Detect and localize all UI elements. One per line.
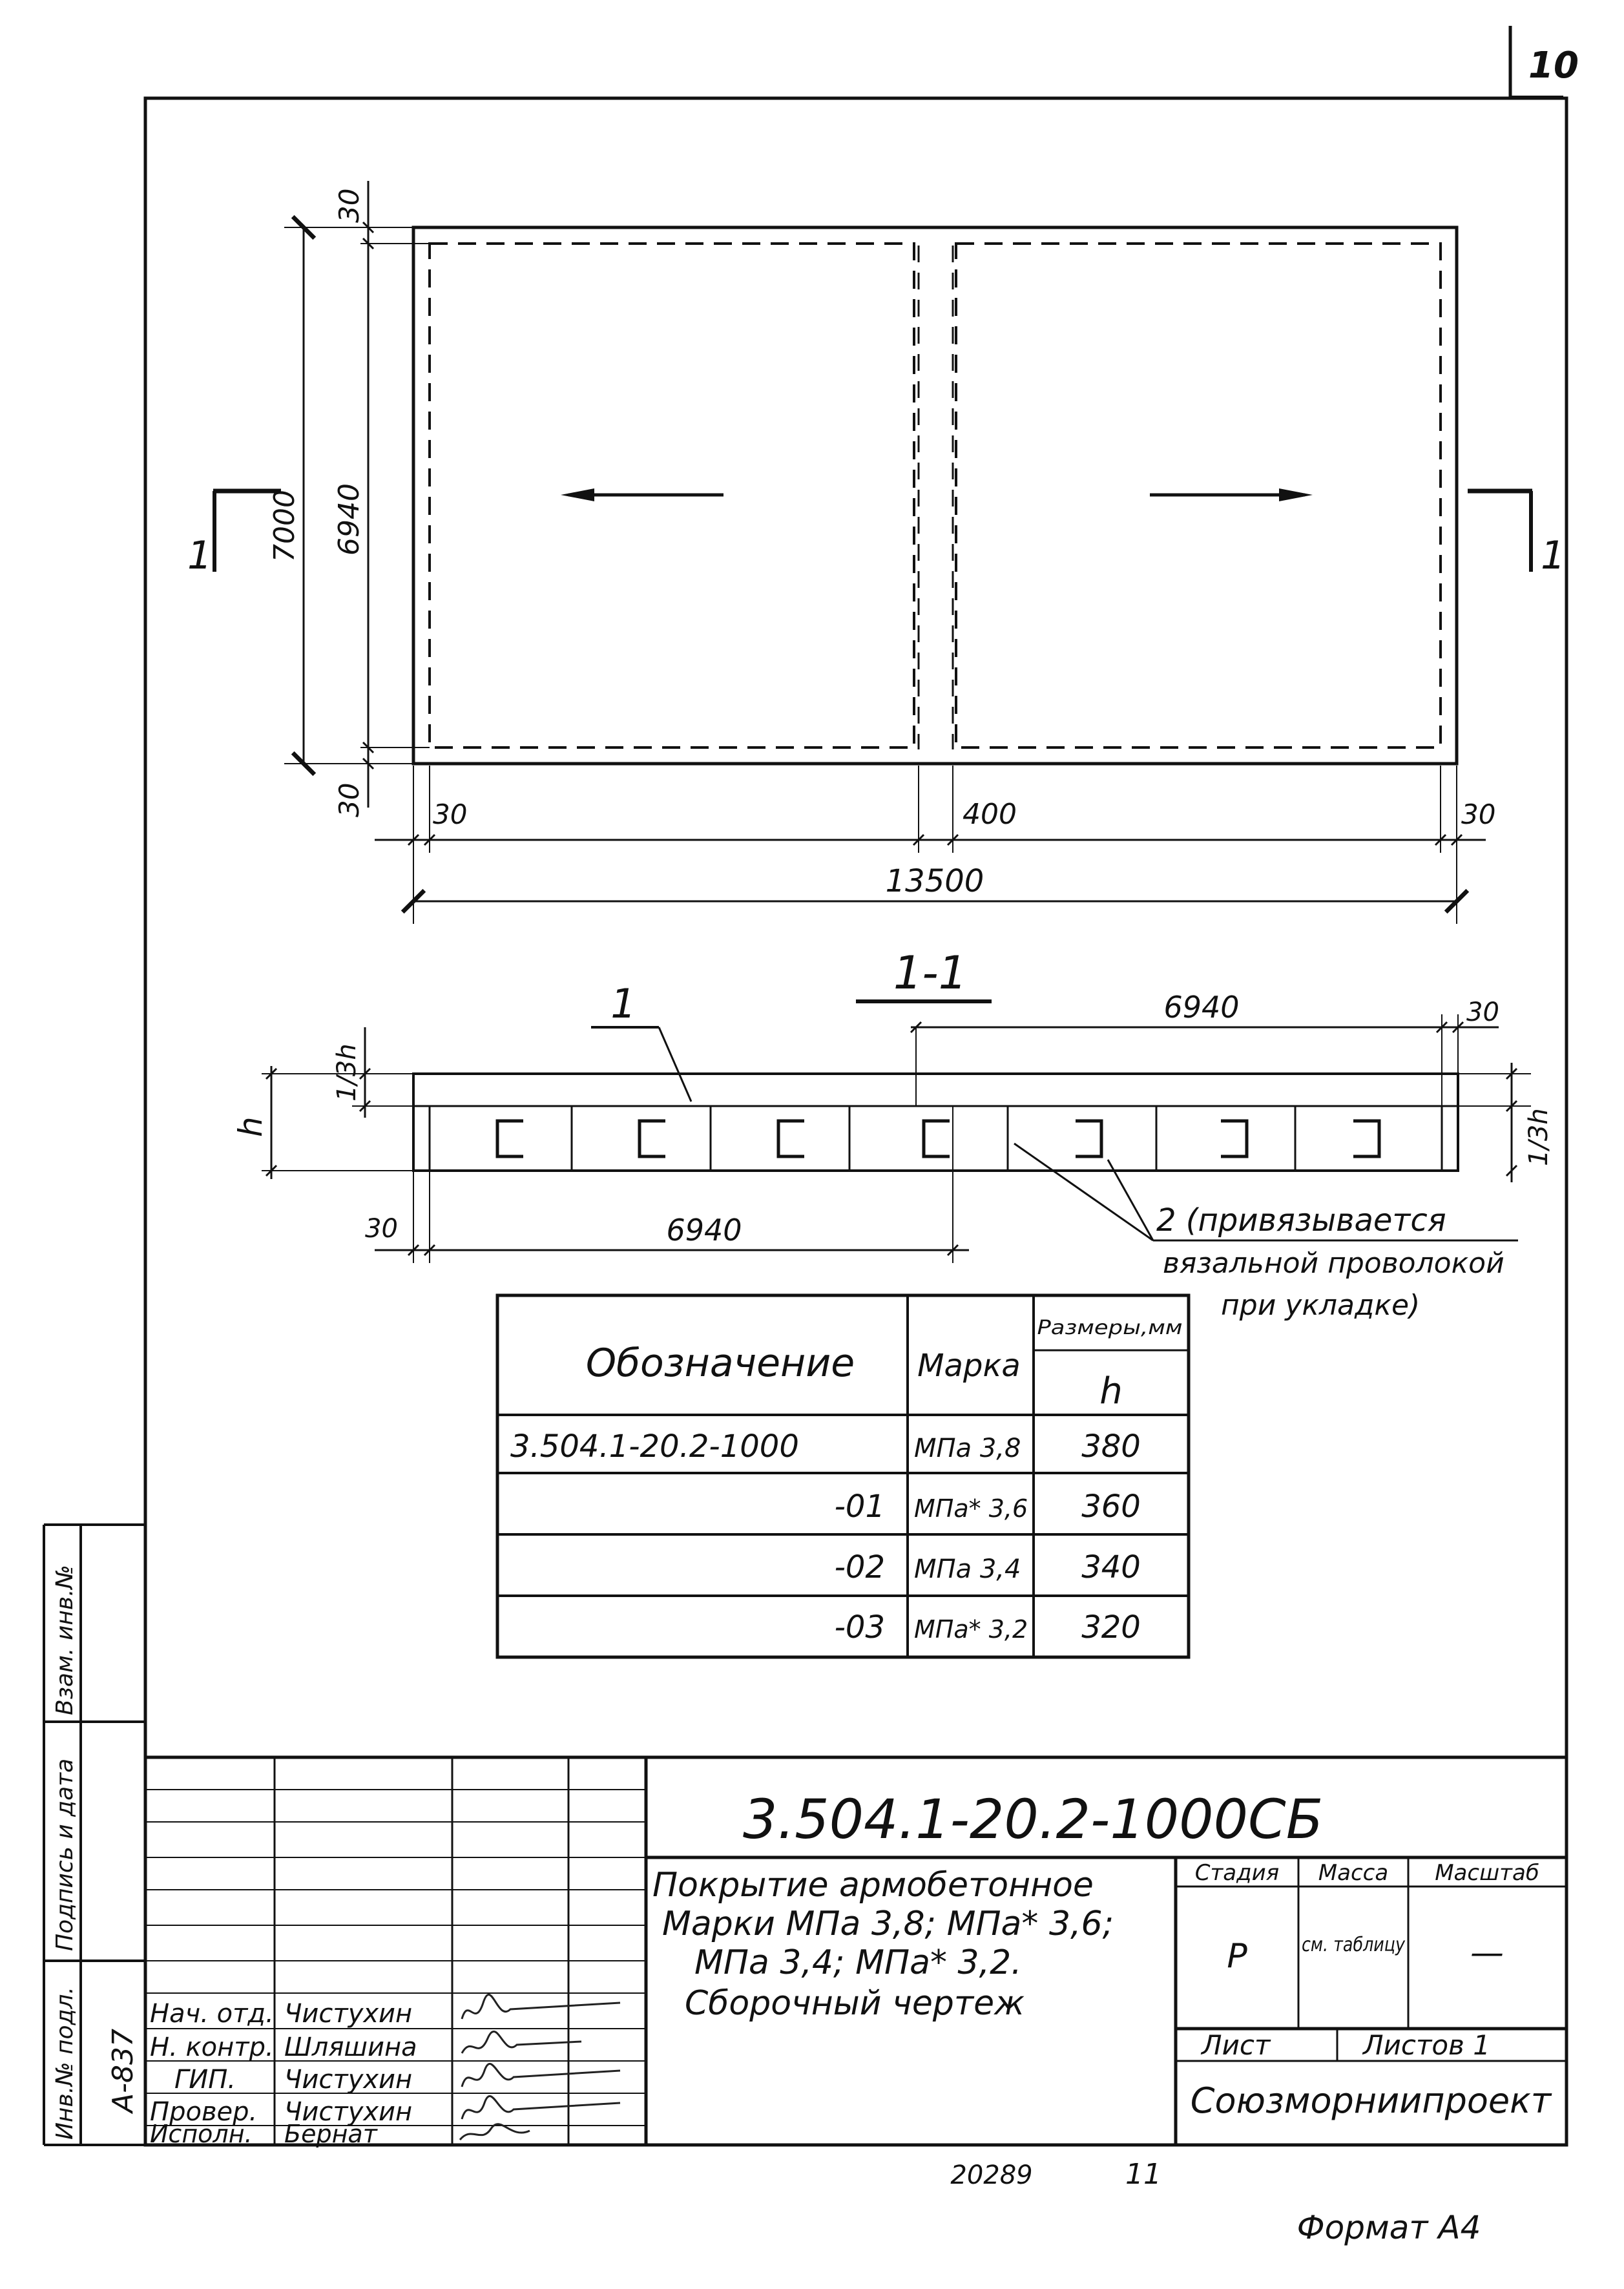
side-stamp-sign-date: Подпись и дата: [52, 1758, 78, 1951]
dim-right-offset: 30: [1461, 799, 1496, 830]
role-name: Чистухин: [284, 2097, 413, 2127]
table-header-sizes: Размеры,мм: [1037, 1317, 1183, 1339]
table-cell-designation: 3.504.1-20.2-1000: [510, 1428, 799, 1465]
table-cell-designation: -02: [834, 1549, 885, 1585]
dim-top-offset: 30: [333, 188, 365, 223]
title-block: [145, 1757, 1567, 2148]
dim-total-length: 13500: [885, 863, 984, 899]
dim-inner-height: 6940: [333, 483, 366, 556]
table-cell-designation: -01: [834, 1489, 885, 1525]
section-dim-top-right: 30: [1466, 998, 1499, 1027]
document-name-line3: МПа 3,4; МПа* 3,2.: [694, 1943, 1022, 1982]
role-label: Нач. отд.: [150, 1999, 274, 2029]
side-stamp-inv-value: А-837: [107, 2029, 140, 2113]
organization-name: Союзморниипроект: [1190, 2080, 1552, 2121]
table-cell-designation: -03: [834, 1609, 885, 1646]
section-dim-third-left: 1/3h: [332, 1043, 362, 1102]
role-label: ГИП.: [174, 2065, 236, 2095]
footer-copy: 11: [1125, 2158, 1161, 2191]
role-label: Н. контр.: [150, 2033, 274, 2062]
role-label: Провер.: [150, 2097, 258, 2127]
document-name-line4: Сборочный чертеж: [685, 1984, 1025, 2023]
table-cell-mark: МПа 3,8: [914, 1434, 1021, 1463]
footer-number: 20289: [950, 2160, 1033, 2190]
section-title: 1-1: [893, 946, 968, 999]
table-cell-h: 320: [1081, 1609, 1141, 1646]
stage-label: Стадия: [1194, 1860, 1280, 1886]
table-header-mark: Марка: [917, 1348, 1021, 1384]
section-view: [232, 946, 1554, 1322]
table-cell-mark: МПа* 3,6: [914, 1494, 1028, 1523]
section-marker-right-label: 1: [1541, 533, 1566, 578]
callout-1: 1: [610, 980, 636, 1027]
arrow-right-icon: [1150, 488, 1313, 501]
signature-scribble: [460, 1994, 620, 2140]
side-stamp: [44, 1525, 145, 2145]
role-row: [150, 2033, 417, 2062]
section-dim-bottom-left: 30: [365, 1214, 398, 1244]
table-row: [835, 1549, 1141, 1585]
document-name-line1: Покрытие армобетонное: [652, 1866, 1094, 1905]
role-label: Исполн.: [150, 2120, 253, 2148]
table-cell-h: 340: [1081, 1549, 1141, 1585]
side-stamp-inv-orig: Инв.№ подл.: [52, 1987, 78, 2140]
document-code: 3.504.1-20.2-1000СБ: [743, 1788, 1324, 1851]
role-row: [174, 2065, 412, 2095]
table-cell-mark: МПа 3,4: [914, 1554, 1021, 1584]
dim-left-offset: 30: [433, 799, 468, 830]
callout-2-line2: вязальной проволокой: [1163, 1247, 1504, 1280]
section-dim-h-left: h: [232, 1116, 269, 1137]
side-stamp-inv-vzam: Взам. инв.№: [52, 1565, 78, 1715]
table-cell-h: 380: [1081, 1428, 1141, 1465]
footer-format: Формат А4: [1296, 2209, 1481, 2246]
sheet-label: Лист: [1202, 2029, 1271, 2061]
section-marker-left-label: 1: [187, 533, 213, 578]
table-header-designation: Обозначение: [585, 1341, 855, 1386]
dim-total-height: 7000: [268, 490, 301, 562]
section-dim-top-length: 6940: [1163, 990, 1240, 1025]
page-number-text: 10: [1528, 45, 1579, 87]
stage-value: Р: [1227, 1937, 1247, 1976]
table-cell-mark: МПа* 3,2: [914, 1615, 1028, 1644]
bracket-icon: [497, 1121, 1379, 1156]
mass-value: см. таблицу: [1302, 1934, 1406, 1956]
role-name: Шляшина: [284, 2033, 417, 2062]
arrow-left-icon: [561, 488, 724, 501]
sheets-label: Листов 1: [1363, 2029, 1490, 2061]
table-row: [835, 1609, 1141, 1646]
role-row: [150, 1999, 412, 2029]
scale-value: —: [1470, 1934, 1504, 1972]
section-dim-bottom-length: 6940: [666, 1213, 742, 1248]
role-name: Чистухин: [284, 1999, 413, 2029]
table-header-h: h: [1099, 1370, 1123, 1412]
marks-table: [497, 1295, 1189, 1657]
section-marker-left: [187, 491, 281, 578]
callout-2-line3: при укладке): [1221, 1289, 1421, 1322]
section-dim-third-right: 1/3h: [1524, 1108, 1554, 1166]
role-name: Бернат: [284, 2120, 377, 2148]
mass-label: Масса: [1318, 1860, 1389, 1886]
callout-2: 2 (привязывается: [1156, 1202, 1446, 1239]
dim-gap: 400: [963, 798, 1017, 831]
document-name-line2: Марки МПа 3,8; МПа* 3,6;: [662, 1905, 1114, 1943]
role-name: Чистухин: [284, 2065, 413, 2095]
scale-label: Масштаб: [1435, 1860, 1539, 1886]
dim-bottom-offset: 30: [333, 782, 365, 817]
table-cell-h: 360: [1081, 1489, 1141, 1525]
plan-view: [187, 181, 1565, 924]
section-marker-right: [1468, 491, 1565, 578]
page-number: [1510, 26, 1579, 97]
table-row: [510, 1428, 1141, 1465]
table-row: [835, 1489, 1141, 1525]
